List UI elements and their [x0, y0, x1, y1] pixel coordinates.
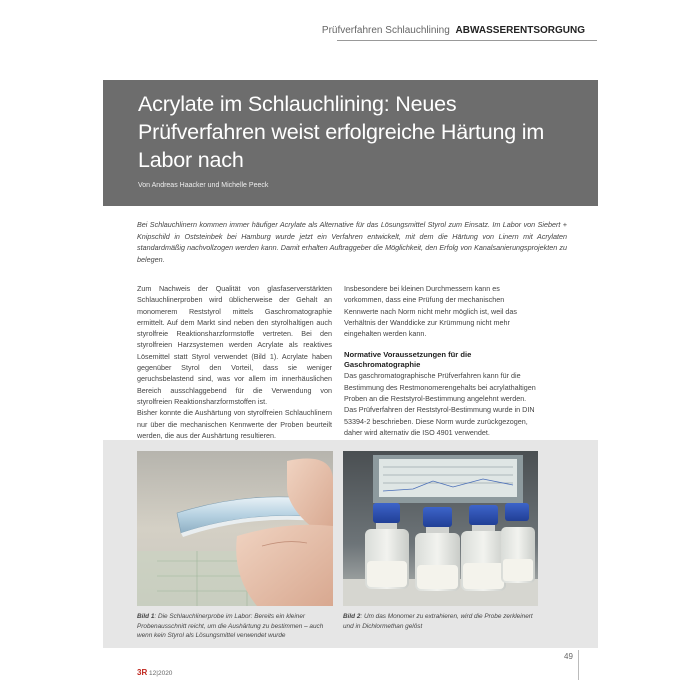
title-box	[103, 80, 598, 206]
body-paragraph: Bisher konnte die Aushärtung von styrolfreien Schlauchlinern nur über die mechanischen Kennwerte der Proben beurteilt werden, die aus der Aushärtung resultieren.	[137, 408, 332, 440]
figure-1-photo	[137, 451, 333, 606]
lead-paragraph: Bei Schlauchlinern kommen immer häufiger Acrylate als Alternative für das Lösungsmittel Styrol zum Einsatz. Im Labor von Siebert + Knipschild in Oststeinbek bei Hamburg wurde jetzt ein Verfahren entwickelt, mit dem die Härtung von Linern mit Acrylaten standardmäßig nachvollzogen werden kann. Damit erhalten Auftraggeber die Möglichkeit, den Erfolg von Kanalsanierungsprojekten zu belegen.	[137, 220, 567, 264]
caption-text: : Um das Monomer zu extrahieren, wird die Probe zerkleinert und in Dichlormethan gelöst	[343, 613, 533, 630]
publication-logo: 3R	[137, 668, 148, 677]
figure-label: Bild 1	[137, 613, 155, 620]
body-paragraph: Das gaschromatographische Prüfverfahren kann für die Bestimmung des Restmonomerengehalts bei acrylathaltigen Proben an die Reststyrol-Bestimmung angelehnt werden. Das Prüfverfahren der Reststyrol-Bestimmung wurde in DIN 53394-2 beschrieben. Diese Norm wurde zurückgezogen, daher wird alternativ die ISO 4901 verwendet.	[344, 371, 536, 437]
figure-1-caption	[137, 612, 333, 641]
page-rule	[578, 650, 579, 680]
body-paragraph: Insbesondere bei kleinen Durchmessern kann es vorkommen, dass eine Prüfung der mechanischen Kennwerte nach Norm nicht mehr möglich ist, weil das Verhältnis der Wanddicke zur Krümmung nicht mehr eingehalten werden kann.	[344, 284, 517, 339]
figure-label: Bild 2	[343, 613, 361, 620]
section-heading: Normative Voraussetzungen für die Gaschromatographie	[344, 350, 472, 370]
body-paragraph: Zum Nachweis der Qualität von glasfaserverstärkten Schlauchlinerproben wird üblicherweise der Gehalt an monomerem Reststyrol mittels Gaschromatographie ermittelt. Auf dem Markt sind neben den styrolhaltigen auch styrolfreie Reaktionsharzformstoffe vertreten. Bei den styrolfreien Harzsystemen werden Acrylate als reaktives Lösemittel statt Styrol verwendet (Bild 1). Acrylate haben gegenüber Styrol den Vorteil, dass sie weniger geruchsbelastend sind, was vor allem im innerhäuslichen Bereich ausschlaggebend für die Verwendung von styrolfreien Reaktionsharzformstoffen ist.	[137, 284, 332, 406]
figure-2-caption	[343, 612, 539, 631]
figure-2-photo	[343, 451, 538, 606]
column-left	[137, 283, 332, 441]
page-number: 49	[564, 652, 573, 661]
column-right	[344, 283, 540, 438]
section-label: Prüfverfahren Schlauchlining	[321, 25, 450, 36]
category-label: ABWASSERENTSORGUNG	[455, 25, 585, 36]
caption-text: : Die Schlauchlinerprobe im Labor: Bereits ein kleiner Probenausschnitt reicht, um die Aushärtung zu bestimmen – auch wenn kein Styrol als Lösungsmittel verwendet wurde	[137, 613, 324, 639]
byline: Von Andreas Haacker und Michelle Peeck	[138, 182, 269, 189]
article-title: Acrylate im Schlauchlining: Neues Prüfverfahren weist erfolgreiche Härtung im Labor nach	[138, 92, 545, 172]
running-header	[322, 25, 585, 36]
issue-number: 12|2020	[149, 670, 173, 677]
footer-publication	[137, 668, 172, 677]
